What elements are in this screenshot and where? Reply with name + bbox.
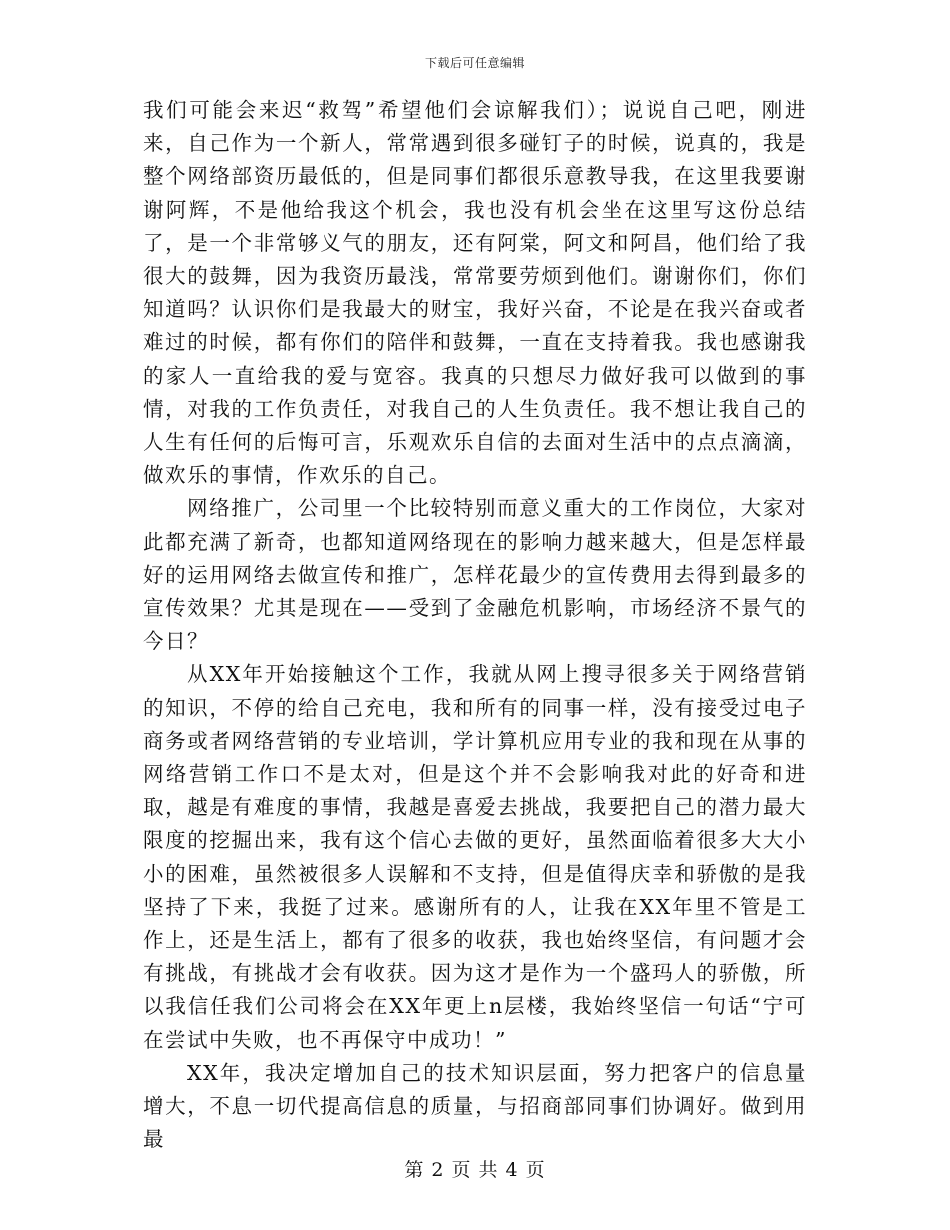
page-footer: 第 2 页 共 4 页 — [404, 1159, 546, 1181]
paragraph-continuation: 我们可能会来迟“救驾”希望他们会谅解我们）；说说自己吧，刚进来，自己作为一个新人，常常遇到很多碰钉子的时候，说真的，我是整个网络部资历最低的，但是同事们都很乐意教导我，在这里我要谢谢阿辉，不是他给我这个机会，我也没有机会坐在这里写这份总结了，是一个非常够义气的朋友，还有阿棠，阿文和阿昌，他们给了我很大的鼓舞，因为我资历最浅，常常要劳烦到他们。谢谢你们，你们知道吗？认识你们是我最大的财宝，我好兴奋，不论是在我兴奋或者难过的时候，都有你们的陪伴和鼓舞，一直在支持着我。我也感谢我的家人一直给我的爱与宽容。我真的只想尽力做好我可以做到的事情，对我的工作负责任，对我自己的人生负责任。我不想让我自己的人生有任何的后悔可言，乐观欢乐自信的去面对生活中的点点滴滴，做欢乐的事情，作欢乐的自己。 — [143, 98, 807, 488]
paragraph-network-promotion: 网络推广，公司里一个比较特别而意义重大的工作岗位，大家对此都充满了新奇，也都知道网络现在的影响力越来越大，但是怎样最好的运用网络去做宣传和推广，怎样花最少的宣传费用去得到最多的宣传效果？尤其是现在——受到了金融危机影响，市场经济不景气的今日？ — [143, 496, 807, 654]
body-text — [143, 94, 807, 1157]
paragraph-plan: XX年，我决定增加自己的技术知识层面，努力把客户的信息量增大，不息一切代提高信息的质量，与招商部同事们协调好。做到用最 — [143, 1060, 807, 1152]
header-note: 下载后可任意编辑 — [424, 56, 525, 70]
paragraph-work-experience: 从XX年开始接触这个工作，我就从网上搜寻很多关于网络营销的知识，不停的给自己充电，我和所有的同事一样，没有接受过电子商务或者网络营销的专业培训，学计算机应用专业的我和现在从事的网络营销工作口不是太对，但是这个并不会影响我对此的好奇和进取，越是有难度的事情，我越是喜爱去挑战，我要把自己的潜力最大限度的挖掘出来，我有这个信心去做的更好，虽然面临着很多大大小小的困难，虽然被很多人误解和不支持，但是值得庆幸和骄傲的是我坚持了下来，我挺了过来。感谢所有的人，让我在XX年里不管是工作上，还是生活上，都有了很多的收获，我也始终坚信，有问题才会有挑战，有挑战才会有收获。因为这才是作为一个盛玛人的骄傲，所以我信任我们公司将会在XX年更上n层楼，我始终坚信一句话“宁可在尝试中失败，也不再保守中成功！” — [143, 662, 807, 1052]
